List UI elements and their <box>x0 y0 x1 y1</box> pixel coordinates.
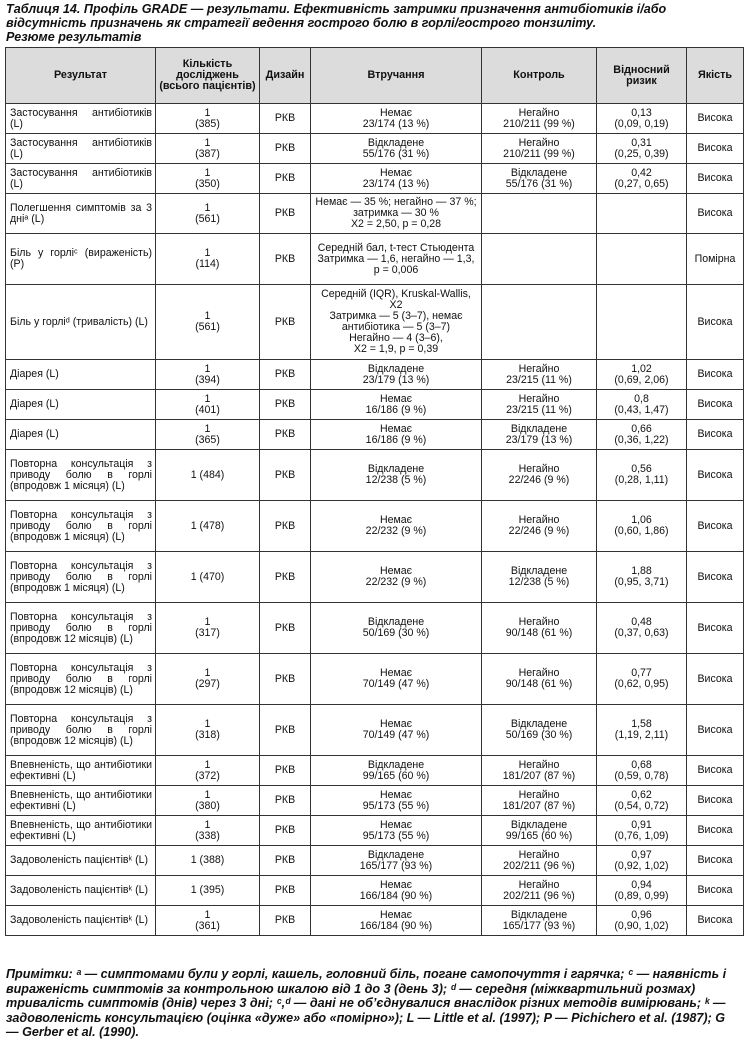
cell-design: РКВ <box>260 756 311 786</box>
header-quality: Якість <box>687 48 744 104</box>
cell-studies: 1 (470) <box>156 552 260 603</box>
cell-control: Відкладене 165/177 (93 %) <box>482 906 597 936</box>
header-intervention: Втручання <box>311 48 482 104</box>
cell-control <box>482 234 597 285</box>
cell-design: РКВ <box>260 552 311 603</box>
cell-outcome: Впевненість, що антибіотики ефективні (L) <box>6 756 156 786</box>
cell-intervention: Середній (IQR), Kruskal-Wallis, X2 Затримка — 5 (3–7), немає антибіотика — 5 (3–7) Негайно — 4 (3–6), X2 = 1,9, p = 0,39 <box>311 285 482 360</box>
header-design: Дизайн <box>260 48 311 104</box>
header-studies: Кількість досліджень (всього пацієнтів) <box>156 48 260 104</box>
cell-control: Негайно 181/207 (87 %) <box>482 786 597 816</box>
cell-studies: 1 (361) <box>156 906 260 936</box>
cell-quality: Помірна <box>687 234 744 285</box>
cell-studies: 1 (561) <box>156 194 260 234</box>
cell-control: Відкладене 50/169 (30 %) <box>482 705 597 756</box>
cell-intervention: Немає 22/232 (9 %) <box>311 501 482 552</box>
cell-studies: 1 (385) <box>156 104 260 134</box>
cell-studies: 1 (561) <box>156 285 260 360</box>
cell-intervention: Немає 23/174 (13 %) <box>311 164 482 194</box>
cell-intervention: Відкладене 23/179 (13 %) <box>311 360 482 390</box>
cell-control: Негайно 22/246 (9 %) <box>482 450 597 501</box>
cell-outcome: Застосування антибіотиків (L) <box>6 104 156 134</box>
cell-relative-risk: 0,56 (0,28, 1,11) <box>597 450 687 501</box>
header-outcome: Результат <box>6 48 156 104</box>
cell-intervention: Немає 22/232 (9 %) <box>311 552 482 603</box>
cell-relative-risk: 0,8 (0,43, 1,47) <box>597 390 687 420</box>
cell-studies: 1 (388) <box>156 846 260 876</box>
cell-outcome: Повторна консультація з приводу болю в горлі (впродовж 12 місяців) (L) <box>6 603 156 654</box>
cell-studies: 1 (114) <box>156 234 260 285</box>
cell-quality: Висока <box>687 603 744 654</box>
cell-relative-risk <box>597 285 687 360</box>
cell-intervention: Відкладене 50/169 (30 %) <box>311 603 482 654</box>
cell-relative-risk: 0,42 (0,27, 0,65) <box>597 164 687 194</box>
cell-studies: 1 (401) <box>156 390 260 420</box>
table-title: Таблиця 14. Профіль GRADE — результати. Ефективність затримки призначення антибіотиків і/або відсутність призначень як стратегії ведення гострого болю в горлі/гострого тонзиліту. <box>6 2 667 30</box>
cell-control: Відкладене 55/176 (31 %) <box>482 164 597 194</box>
cell-outcome: Полегшення симптомів за 3 дніᵃ (L) <box>6 194 156 234</box>
cell-relative-risk: 0,48 (0,37, 0,63) <box>597 603 687 654</box>
cell-relative-risk: 0,91 (0,76, 1,09) <box>597 816 687 846</box>
cell-relative-risk: 0,94 (0,89, 0,99) <box>597 876 687 906</box>
cell-relative-risk <box>597 234 687 285</box>
table-row <box>6 390 744 420</box>
cell-design: РКВ <box>260 876 311 906</box>
cell-relative-risk <box>597 194 687 234</box>
cell-relative-risk: 1,88 (0,95, 3,71) <box>597 552 687 603</box>
table-row <box>6 552 744 603</box>
cell-intervention: Немає 166/184 (90 %) <box>311 906 482 936</box>
header-relative-risk: Відносний ризик <box>597 48 687 104</box>
cell-control: Негайно 90/148 (61 %) <box>482 603 597 654</box>
cell-outcome: Повторна консультація з приводу болю в горлі (впродовж 1 місяця) (L) <box>6 501 156 552</box>
cell-intervention: Середній бал, t-тест Стьюдента Затримка — 1,6, негайно — 1,3, p = 0,006 <box>311 234 482 285</box>
cell-outcome: Застосування антибіотиків (L) <box>6 134 156 164</box>
table-row <box>6 876 744 906</box>
table-row <box>6 501 744 552</box>
cell-intervention: Відкладене 99/165 (60 %) <box>311 756 482 786</box>
cell-relative-risk: 0,97 (0,92, 1,02) <box>597 846 687 876</box>
cell-outcome: Повторна консультація з приводу болю в горлі (впродовж 1 місяця) (L) <box>6 450 156 501</box>
table-row <box>6 786 744 816</box>
cell-quality: Висока <box>687 420 744 450</box>
cell-control: Відкладене 99/165 (60 %) <box>482 816 597 846</box>
cell-control: Негайно 23/215 (11 %) <box>482 360 597 390</box>
table-row <box>6 756 744 786</box>
cell-intervention: Немає 95/173 (55 %) <box>311 786 482 816</box>
cell-relative-risk: 0,68 (0,59, 0,78) <box>597 756 687 786</box>
cell-quality: Висока <box>687 104 744 134</box>
cell-design: РКВ <box>260 501 311 552</box>
cell-quality: Висока <box>687 194 744 234</box>
cell-quality: Висока <box>687 450 744 501</box>
cell-studies: 1 (484) <box>156 450 260 501</box>
cell-outcome: Задоволеність пацієнтівᵏ (L) <box>6 846 156 876</box>
cell-outcome: Впевненість, що антибіотики ефективні (L) <box>6 786 156 816</box>
cell-quality: Висока <box>687 164 744 194</box>
cell-studies: 1 (387) <box>156 134 260 164</box>
cell-control <box>482 194 597 234</box>
cell-intervention: Немає 95/173 (55 %) <box>311 816 482 846</box>
cell-quality: Висока <box>687 285 744 360</box>
cell-studies: 1 (318) <box>156 705 260 756</box>
cell-relative-risk: 0,77 (0,62, 0,95) <box>597 654 687 705</box>
table-row <box>6 816 744 846</box>
table-row <box>6 194 744 234</box>
cell-quality: Висока <box>687 816 744 846</box>
cell-design: РКВ <box>260 194 311 234</box>
table-row <box>6 705 744 756</box>
cell-outcome: Повторна консультація з приводу болю в горлі (впродовж 1 місяця) (L) <box>6 552 156 603</box>
cell-design: РКВ <box>260 285 311 360</box>
table-row <box>6 654 744 705</box>
cell-control: Негайно 23/215 (11 %) <box>482 390 597 420</box>
cell-outcome: Повторна консультація з приводу болю в горлі (впродовж 12 місяців) (L) <box>6 654 156 705</box>
cell-control: Негайно 210/211 (99 %) <box>482 104 597 134</box>
cell-intervention: Відкладене 55/176 (31 %) <box>311 134 482 164</box>
cell-design: РКВ <box>260 234 311 285</box>
cell-design: РКВ <box>260 360 311 390</box>
cell-relative-risk: 0,31 (0,25, 0,39) <box>597 134 687 164</box>
table-header-row <box>6 48 744 104</box>
table-row <box>6 846 744 876</box>
table-row <box>6 603 744 654</box>
cell-design: РКВ <box>260 654 311 705</box>
cell-design: РКВ <box>260 134 311 164</box>
cell-design: РКВ <box>260 846 311 876</box>
cell-control: Негайно 210/211 (99 %) <box>482 134 597 164</box>
cell-outcome: Діарея (L) <box>6 390 156 420</box>
cell-quality: Висока <box>687 786 744 816</box>
cell-design: РКВ <box>260 450 311 501</box>
table-row <box>6 420 744 450</box>
cell-control: Негайно 181/207 (87 %) <box>482 756 597 786</box>
cell-intervention: Немає — 35 %; негайно — 37 %; затримка — 30 % X2 = 2,50, p = 0,28 <box>311 194 482 234</box>
cell-control: Відкладене 12/238 (5 %) <box>482 552 597 603</box>
cell-outcome: Діарея (L) <box>6 360 156 390</box>
cell-outcome: Діарея (L) <box>6 420 156 450</box>
cell-design: РКВ <box>260 816 311 846</box>
cell-outcome: Задоволеність пацієнтівᵏ (L) <box>6 876 156 906</box>
cell-outcome: Біль у горліᶜ (вираженість) (P) <box>6 234 156 285</box>
cell-quality: Висока <box>687 756 744 786</box>
cell-studies: 1 (317) <box>156 603 260 654</box>
cell-relative-risk: 0,96 (0,90, 1,02) <box>597 906 687 936</box>
cell-outcome: Біль у горліᵈ (тривалість) (L) <box>6 285 156 360</box>
cell-quality: Висока <box>687 501 744 552</box>
cell-design: РКВ <box>260 603 311 654</box>
cell-design: РКВ <box>260 390 311 420</box>
cell-intervention: Немає 166/184 (90 %) <box>311 876 482 906</box>
cell-relative-risk: 0,62 (0,54, 0,72) <box>597 786 687 816</box>
cell-quality: Висока <box>687 360 744 390</box>
cell-studies: 1 (365) <box>156 420 260 450</box>
cell-relative-risk: 1,02 (0,69, 2,06) <box>597 360 687 390</box>
cell-design: РКВ <box>260 104 311 134</box>
header-control: Контроль <box>482 48 597 104</box>
cell-relative-risk: 0,13 (0,09, 0,19) <box>597 104 687 134</box>
cell-outcome: Повторна консультація з приводу болю в горлі (впродовж 12 місяців) (L) <box>6 705 156 756</box>
cell-intervention: Немає 23/174 (13 %) <box>311 104 482 134</box>
table-row <box>6 906 744 936</box>
table-row <box>6 360 744 390</box>
cell-control: Відкладене 23/179 (13 %) <box>482 420 597 450</box>
table-subtitle: Резюме результатів <box>6 30 142 44</box>
cell-studies: 1 (297) <box>156 654 260 705</box>
cell-outcome: Застосування антибіотиків (L) <box>6 164 156 194</box>
cell-design: РКВ <box>260 705 311 756</box>
cell-quality: Висока <box>687 552 744 603</box>
cell-studies: 1 (380) <box>156 786 260 816</box>
table-notes: Примітки: ᵃ — симптомами були у горлі, кашель, головний біль, погане самопочуття і гарячка; ᶜ — наявність і вираженість симптомів за контрольною шкалою від 1 до 3 (день 3); ᵈ — середня (міжквартильний розмах) тривалість симптомів (днів) через 3 дні; ᶜ,ᵈ — дані не об’єднувалися внаслідок різних методів вимірювань; ᵏ — задоволеність консультацією (оцінка «дуже» або «помірно»); L — Little et al. (1997); P — Pichichero et al. (1987); G — Gerber et al. (1990). <box>6 967 727 1040</box>
cell-intervention: Відкладене 12/238 (5 %) <box>311 450 482 501</box>
cell-control: Негайно 202/211 (96 %) <box>482 846 597 876</box>
grade-table <box>5 47 744 936</box>
cell-intervention: Відкладене 165/177 (93 %) <box>311 846 482 876</box>
cell-relative-risk: 1,58 (1,19, 2,11) <box>597 705 687 756</box>
cell-studies: 1 (478) <box>156 501 260 552</box>
cell-quality: Висока <box>687 876 744 906</box>
cell-studies: 1 (350) <box>156 164 260 194</box>
cell-outcome: Впевненість, що антибіотики ефективні (L) <box>6 816 156 846</box>
cell-quality: Висока <box>687 134 744 164</box>
cell-intervention: Немає 16/186 (9 %) <box>311 390 482 420</box>
cell-quality: Висока <box>687 906 744 936</box>
table-row <box>6 164 744 194</box>
table-row <box>6 134 744 164</box>
cell-quality: Висока <box>687 390 744 420</box>
cell-quality: Висока <box>687 705 744 756</box>
cell-quality: Висока <box>687 846 744 876</box>
cell-control <box>482 285 597 360</box>
cell-design: РКВ <box>260 420 311 450</box>
cell-quality: Висока <box>687 654 744 705</box>
cell-design: РКВ <box>260 164 311 194</box>
cell-intervention: Немає 70/149 (47 %) <box>311 705 482 756</box>
table-row <box>6 285 744 360</box>
table-row <box>6 450 744 501</box>
cell-control: Негайно 202/211 (96 %) <box>482 876 597 906</box>
cell-control: Негайно 90/148 (61 %) <box>482 654 597 705</box>
cell-studies: 1 (372) <box>156 756 260 786</box>
cell-studies: 1 (394) <box>156 360 260 390</box>
cell-design: РКВ <box>260 906 311 936</box>
cell-intervention: Немає 70/149 (47 %) <box>311 654 482 705</box>
cell-studies: 1 (338) <box>156 816 260 846</box>
cell-design: РКВ <box>260 786 311 816</box>
cell-outcome: Задоволеність пацієнтівᵏ (L) <box>6 906 156 936</box>
cell-relative-risk: 0,66 (0,36, 1,22) <box>597 420 687 450</box>
table-caption <box>6 2 744 44</box>
cell-relative-risk: 1,06 (0,60, 1,86) <box>597 501 687 552</box>
table-row <box>6 234 744 285</box>
table-row <box>6 104 744 134</box>
cell-control: Негайно 22/246 (9 %) <box>482 501 597 552</box>
cell-intervention: Немає 16/186 (9 %) <box>311 420 482 450</box>
cell-studies: 1 (395) <box>156 876 260 906</box>
